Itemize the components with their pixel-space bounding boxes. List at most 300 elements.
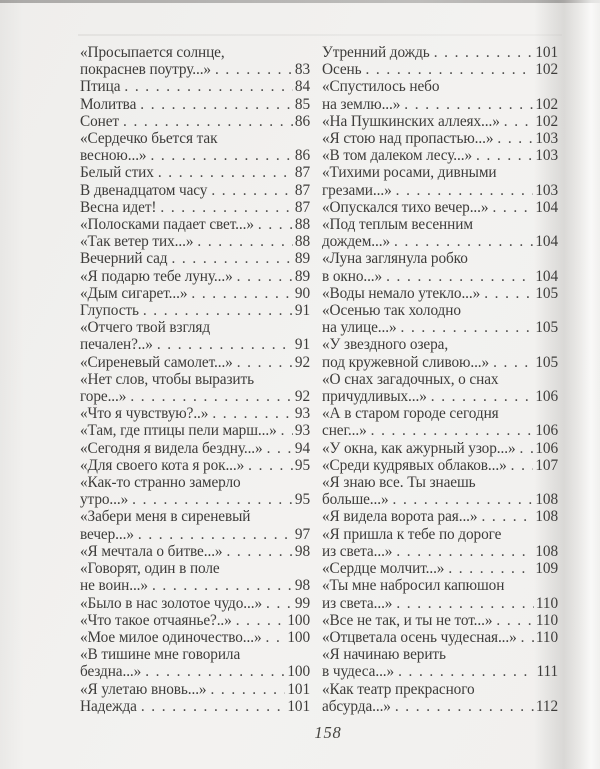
- entry-page-number: 108: [535, 491, 558, 509]
- toc-entry-line: [80, 595, 310, 612]
- toc-entry: [322, 147, 558, 164]
- entry-title-text: Глупость: [80, 302, 139, 320]
- dot-leader: [365, 61, 533, 78]
- toc-entry-line: [80, 233, 310, 250]
- toc-entry-line: [80, 457, 310, 474]
- dot-leader: [158, 164, 293, 181]
- entry-title-text: «Мое милое одиночество...»: [80, 628, 262, 646]
- entry-page-number: 92: [294, 388, 310, 406]
- dot-leader: [140, 96, 293, 113]
- entry-page-number: 100: [287, 663, 310, 681]
- entry-page-number: 95: [294, 456, 310, 474]
- dot-leader: [492, 199, 533, 216]
- dot-leader: [281, 422, 293, 439]
- toc-entry: [322, 44, 558, 61]
- entry-title-text: «Я улетаю вновь...»: [80, 680, 207, 698]
- dot-leader: [493, 354, 533, 371]
- toc-entry: [80, 78, 310, 95]
- toc-entry-line: [322, 44, 558, 61]
- dot-leader: [394, 233, 533, 250]
- entry-page-number: 85: [294, 95, 310, 113]
- toc-column-right: [322, 44, 558, 715]
- entry-title-text: «Как театр прекрасного: [322, 680, 475, 698]
- toc-entry-line: [80, 44, 310, 61]
- toc-entry-line: [322, 646, 558, 663]
- toc-entry-line: [322, 371, 558, 388]
- entry-title-text: «Как-то странно замерло: [80, 474, 241, 492]
- entry-title-text: «Сердечко бьется так: [80, 130, 218, 148]
- toc-entry-line: [80, 422, 310, 439]
- dot-leader: [191, 285, 292, 302]
- toc-entry: [80, 646, 310, 680]
- toc-entry: [322, 646, 558, 680]
- dot-leader: [404, 96, 533, 113]
- entry-page-number: 95: [294, 491, 310, 509]
- toc-entry: [80, 285, 310, 302]
- toc-entry-line: [80, 474, 310, 491]
- toc-entry-line: [322, 474, 558, 491]
- toc-entry: [322, 216, 558, 250]
- toc-entry-line: [322, 147, 558, 164]
- toc-entry: [80, 302, 310, 319]
- dot-leader: [266, 629, 286, 646]
- entry-page-number: 103: [535, 147, 558, 165]
- toc-entry-line: [80, 147, 310, 164]
- dot-leader: [197, 233, 293, 250]
- dot-leader: [152, 577, 293, 594]
- entry-page-number: 102: [535, 95, 558, 113]
- entry-page-number: 110: [535, 611, 558, 629]
- entry-page-number: 102: [535, 61, 558, 79]
- entry-title-text: «Так ветер тих...»: [80, 233, 194, 251]
- entry-page-number: 105: [535, 284, 558, 302]
- entry-title-text: на улице...»: [322, 319, 397, 337]
- entry-page-number: 101: [535, 44, 558, 61]
- toc-entry: [80, 319, 310, 353]
- entry-title-text: «Просыпается солнце,: [80, 44, 225, 61]
- dot-leader: [393, 491, 534, 508]
- entry-title-text: Осень: [322, 61, 362, 79]
- entry-page-number: 106: [535, 439, 558, 457]
- dot-leader: [132, 491, 293, 508]
- entry-title-text: «Дым сигарет...»: [80, 284, 188, 302]
- toc-entry: [80, 216, 310, 233]
- entry-page-number: 89: [294, 267, 310, 285]
- entry-page-number: 110: [535, 628, 558, 646]
- toc-entry: [80, 681, 310, 698]
- entry-title-text: «Забери меня в сиреневый: [80, 508, 251, 526]
- dot-leader: [497, 130, 533, 147]
- toc-entry-line: [80, 164, 310, 181]
- toc-entry-line: [322, 113, 558, 130]
- toc-entry-line: [322, 663, 558, 680]
- toc-entry-line: [80, 78, 310, 95]
- dot-leader: [396, 595, 534, 612]
- entry-title-text: «В тишине мне говорила: [80, 646, 241, 664]
- toc-entry-line: [80, 354, 310, 371]
- toc-entry: [80, 354, 310, 371]
- dot-leader: [130, 388, 293, 405]
- toc-entry-line: [322, 526, 558, 543]
- toc-entry-line: [322, 199, 558, 216]
- entry-title-text: «Я знаю все. Ты знаешь: [322, 474, 476, 492]
- dot-leader: [258, 216, 293, 233]
- dot-leader: [215, 61, 293, 78]
- dot-leader: [236, 612, 286, 629]
- toc-entry: [322, 61, 558, 78]
- toc-entry-line: [322, 61, 558, 78]
- entry-page-number: 87: [294, 181, 310, 199]
- toc-entry: [322, 250, 558, 284]
- toc-entry: [80, 440, 310, 457]
- toc-entry-line: [80, 543, 310, 560]
- entry-title-text: «Я пришла к тебе по дороге: [322, 525, 502, 543]
- toc-entry: [322, 474, 558, 508]
- entry-page-number: 104: [535, 233, 558, 251]
- entry-page-number: 94: [294, 439, 310, 457]
- toc-entry: [80, 182, 310, 199]
- toc-entry: [322, 302, 558, 336]
- dot-leader: [237, 268, 293, 285]
- toc-entry-line: [80, 629, 310, 646]
- toc-entry-line: [80, 663, 310, 680]
- entry-page-number: 92: [294, 353, 310, 371]
- toc-entry: [80, 233, 310, 250]
- dot-leader: [141, 698, 285, 715]
- toc-entry: [80, 595, 310, 612]
- toc-entry-line: [322, 268, 558, 285]
- entry-title-text: «Отцветала осень чудесная...»: [322, 628, 517, 646]
- entry-title-text: «Осенью так холодно: [322, 302, 461, 320]
- toc-entry: [80, 629, 310, 646]
- toc-entry-line: [80, 250, 310, 267]
- dot-leader: [123, 113, 293, 130]
- entry-title-text: снег...»: [322, 422, 367, 440]
- dot-leader: [504, 113, 534, 130]
- entry-page-number: 83: [294, 61, 310, 79]
- entry-title-text: печален?..»: [80, 336, 153, 354]
- toc-entry-line: [322, 216, 558, 233]
- toc-entry: [322, 285, 558, 302]
- entry-title-text: «Для своего кота я рок...»: [80, 456, 245, 474]
- dot-leader: [511, 457, 534, 474]
- dot-leader: [157, 336, 293, 353]
- toc-entry-line: [322, 336, 558, 353]
- entry-page-number: 84: [294, 78, 310, 96]
- entry-title-text: утро...»: [80, 491, 129, 509]
- toc-entry-line: [322, 302, 558, 319]
- toc-entry-line: [80, 285, 310, 302]
- dot-leader: [484, 285, 533, 302]
- toc-entry: [80, 457, 310, 474]
- toc-entry-line: [322, 629, 558, 646]
- toc-entry: [322, 629, 558, 646]
- entry-page-number: 100: [287, 611, 310, 629]
- toc-entry-line: [80, 508, 310, 525]
- toc-entry: [322, 612, 558, 629]
- toc-entry: [80, 405, 310, 422]
- toc-entry-line: [322, 319, 558, 336]
- entry-title-text: «О снах загадочных, о снах: [322, 370, 499, 388]
- dot-leader: [434, 44, 534, 61]
- toc-entry-line: [80, 526, 310, 543]
- dot-leader: [210, 681, 285, 698]
- toc-entry: [80, 612, 310, 629]
- toc-entry: [322, 508, 558, 525]
- toc-entry-line: [80, 130, 310, 147]
- toc-entry-line: [80, 646, 310, 663]
- dot-leader: [401, 319, 534, 336]
- toc-entry-line: [322, 388, 558, 405]
- entry-title-text: «Было в нас золотое чудо...»: [80, 594, 262, 612]
- toc-entry-line: [322, 96, 558, 113]
- toc-entry-line: [322, 233, 558, 250]
- entry-title-text: «На Пушкинских аллеях...»: [322, 112, 500, 130]
- entry-title-text: «Там, где птицы пели марш...»: [80, 422, 277, 440]
- dot-leader: [521, 629, 534, 646]
- toc-entry: [80, 474, 310, 508]
- entry-page-number: 108: [535, 508, 558, 526]
- toc-entry: [322, 371, 558, 405]
- entry-title-text: «Что такое отчаянье?..»: [80, 611, 232, 629]
- dot-leader: [496, 612, 534, 629]
- entry-title-text: Белый стих: [80, 164, 154, 182]
- entry-title-text: причудливых...»: [322, 388, 427, 406]
- entry-page-number: 112: [535, 697, 558, 715]
- entry-page-number: 88: [294, 216, 310, 234]
- toc-entry-line: [322, 543, 558, 560]
- dot-leader: [396, 543, 533, 560]
- toc-entry-line: [80, 612, 310, 629]
- entry-page-number: 108: [535, 542, 558, 560]
- entry-title-text: «Отчего твой взгляд: [80, 319, 211, 337]
- entry-page-number: 104: [535, 267, 558, 285]
- toc-entry-line: [322, 164, 558, 181]
- toc-entry-line: [80, 336, 310, 353]
- toc-entry-line: [80, 199, 310, 216]
- entry-title-text: грезами...»: [322, 181, 392, 199]
- entry-title-text: «Я подарю тебе луну...»: [80, 267, 233, 285]
- toc-entry-line: [322, 491, 558, 508]
- entry-page-number: 105: [535, 353, 558, 371]
- entry-page-number: 103: [535, 181, 558, 199]
- toc-entry: [322, 113, 558, 130]
- dot-leader: [143, 302, 293, 319]
- toc-entry-line: [80, 405, 310, 422]
- entry-title-text: больше...»: [322, 491, 389, 509]
- entry-page-number: 101: [287, 697, 310, 715]
- entry-page-number: 89: [294, 250, 310, 268]
- entry-page-number: 103: [535, 130, 558, 148]
- entry-page-number: 99: [294, 594, 310, 612]
- entry-page-number: 90: [294, 284, 310, 302]
- toc-entry: [80, 543, 310, 560]
- dot-leader: [150, 147, 292, 164]
- toc-entry: [322, 336, 558, 370]
- toc-entry-line: [322, 577, 558, 594]
- entry-page-number: 106: [535, 388, 558, 406]
- toc-entry-line: [80, 61, 310, 78]
- entry-page-number: 97: [294, 525, 310, 543]
- entry-page-number: 93: [294, 405, 310, 423]
- entry-title-text: покраснев поутру...»: [80, 61, 211, 79]
- entry-title-text: под кружевной сливою...»: [322, 353, 490, 371]
- toc-entry-line: [322, 130, 558, 147]
- dot-leader: [481, 508, 533, 525]
- entry-page-number: 107: [535, 456, 558, 474]
- toc-entry: [80, 113, 310, 130]
- entry-title-text: «Под теплым весенним: [322, 216, 473, 234]
- dot-leader: [160, 199, 292, 216]
- entry-title-text: «Я видела ворота рая...»: [322, 508, 478, 526]
- toc-entry: [80, 199, 310, 216]
- entry-page-number: 87: [294, 164, 310, 182]
- entry-title-text: бездна...»: [80, 663, 142, 681]
- entry-page-number: 98: [294, 577, 310, 595]
- entry-page-number: 109: [535, 560, 558, 578]
- dot-leader: [211, 182, 293, 199]
- toc-entry-line: [80, 216, 310, 233]
- entry-title-text: «Ты мне набросил капюшон: [322, 577, 505, 595]
- entry-page-number: 86: [294, 147, 310, 165]
- entry-title-text: «Сердце молчит...»: [322, 560, 445, 578]
- entry-page-number: 88: [294, 233, 310, 251]
- toc-entry-line: [322, 595, 558, 612]
- toc-entry-line: [80, 302, 310, 319]
- entry-page-number: 105: [535, 319, 558, 337]
- toc-entry-line: [80, 319, 310, 336]
- toc-entry-line: [80, 491, 310, 508]
- toc-entry: [322, 560, 558, 577]
- entry-page-number: 110: [535, 594, 558, 612]
- toc-entry: [80, 164, 310, 181]
- entry-page-number: 104: [535, 198, 558, 216]
- entry-title-text: Утренний дождь: [322, 44, 430, 61]
- toc-entry: [80, 268, 310, 285]
- toc-entry-line: [80, 113, 310, 130]
- entry-title-text: «У звездного озера,: [322, 336, 449, 354]
- entry-title-text: из света...»: [322, 542, 393, 560]
- dot-leader: [226, 543, 292, 560]
- toc-entry-line: [80, 182, 310, 199]
- toc-entry-line: [80, 577, 310, 594]
- toc-column-left: [80, 44, 310, 715]
- toc-entry-line: [322, 457, 558, 474]
- dot-leader: [371, 422, 534, 439]
- entry-title-text: Молитва: [80, 95, 137, 113]
- toc-entry-line: [80, 560, 310, 577]
- dot-leader: [395, 698, 534, 715]
- entry-title-text: «Что я чувствую?..»: [80, 405, 209, 423]
- dot-leader: [386, 268, 533, 285]
- toc-entry: [322, 78, 558, 112]
- toc-entry: [80, 130, 310, 164]
- toc-entry-line: [322, 422, 558, 439]
- dot-leader: [431, 388, 534, 405]
- dot-leader: [266, 595, 293, 612]
- entry-page-number: 91: [294, 302, 310, 320]
- toc-entry: [80, 422, 310, 439]
- entry-title-text: В двенадцатом часу: [80, 181, 208, 199]
- entry-title-text: «Говорят, один в поле: [80, 560, 220, 578]
- entry-title-text: весною...»: [80, 147, 147, 165]
- toc-entry-line: [322, 560, 558, 577]
- entry-page-number: 86: [294, 112, 310, 130]
- entry-title-text: «Я начинаю верить: [322, 646, 446, 664]
- toc-entry: [322, 199, 558, 216]
- entry-title-text: «У окна, как ажурный узор...»: [322, 439, 516, 457]
- entry-title-text: Сонет: [80, 112, 120, 130]
- entry-title-text: «Полосками падает свет...»: [80, 216, 254, 234]
- dot-leader: [237, 354, 293, 371]
- toc-entry-line: [322, 78, 558, 95]
- entry-title-text: «Тихими росами, дивными: [322, 164, 497, 182]
- dot-leader: [520, 440, 534, 457]
- entry-title-text: вечер...»: [80, 525, 134, 543]
- toc-entry: [322, 577, 558, 611]
- toc-entry: [322, 405, 558, 439]
- entry-page-number: 93: [294, 422, 310, 440]
- entry-title-text: в чудеса...»: [322, 663, 395, 681]
- toc-entry: [322, 457, 558, 474]
- entry-title-text: «Я мечтала о битве...»: [80, 542, 223, 560]
- dot-leader: [267, 440, 293, 457]
- entry-title-text: на землю...»: [322, 95, 401, 113]
- toc-entry-line: [322, 250, 558, 267]
- toc-entry-line: [80, 681, 310, 698]
- entry-title-text: «Опускался тихо вечер...»: [322, 198, 489, 216]
- entry-title-text: дождем...»: [322, 233, 390, 251]
- entry-page-number: 101: [287, 680, 310, 698]
- toc-entry: [80, 96, 310, 113]
- toc-entry-line: [322, 681, 558, 698]
- toc-entry: [80, 371, 310, 405]
- toc-entry-line: [80, 440, 310, 457]
- entry-title-text: не воин...»: [80, 577, 148, 595]
- entry-title-text: Вечерний сад: [80, 250, 168, 268]
- entry-title-text: «Нет слов, чтобы выразить: [80, 370, 254, 388]
- toc-entry-line: [80, 268, 310, 285]
- entry-title-text: «Я стою над пропастью...»: [322, 130, 494, 148]
- entry-title-text: «Среди кудрявых облаков...»: [322, 456, 507, 474]
- entry-title-text: «Спустилось небо: [322, 78, 440, 96]
- entry-page-number: 106: [535, 422, 558, 440]
- toc-entry: [80, 508, 310, 542]
- dot-leader: [145, 663, 285, 680]
- dot-leader: [124, 78, 292, 95]
- entry-page-number: 91: [294, 336, 310, 354]
- toc-entry-line: [80, 388, 310, 405]
- toc-entry-line: [322, 405, 558, 422]
- toc-entry-line: [322, 698, 558, 715]
- toc-entry-line: [322, 612, 558, 629]
- toc-entry: [322, 681, 558, 715]
- toc-entry-line: [80, 371, 310, 388]
- entry-title-text: «Все не так, и ты не тот...»: [322, 611, 493, 629]
- entry-title-text: «Сиреневый самолет...»: [80, 353, 233, 371]
- toc-entry: [322, 164, 558, 198]
- dot-leader: [212, 405, 293, 422]
- entry-title-text: «В том далеком лесу...»: [322, 147, 472, 165]
- entry-title-text: абсурда...»: [322, 697, 391, 715]
- toc-entry-line: [322, 440, 558, 457]
- entry-page-number: 98: [294, 542, 310, 560]
- dot-leader: [398, 663, 534, 680]
- entry-title-text: «Луна заглянула робко: [322, 250, 468, 268]
- toc-entry-line: [322, 508, 558, 525]
- entry-title-text: Весна идет!: [80, 198, 157, 216]
- entry-title-text: Надежда: [80, 697, 137, 715]
